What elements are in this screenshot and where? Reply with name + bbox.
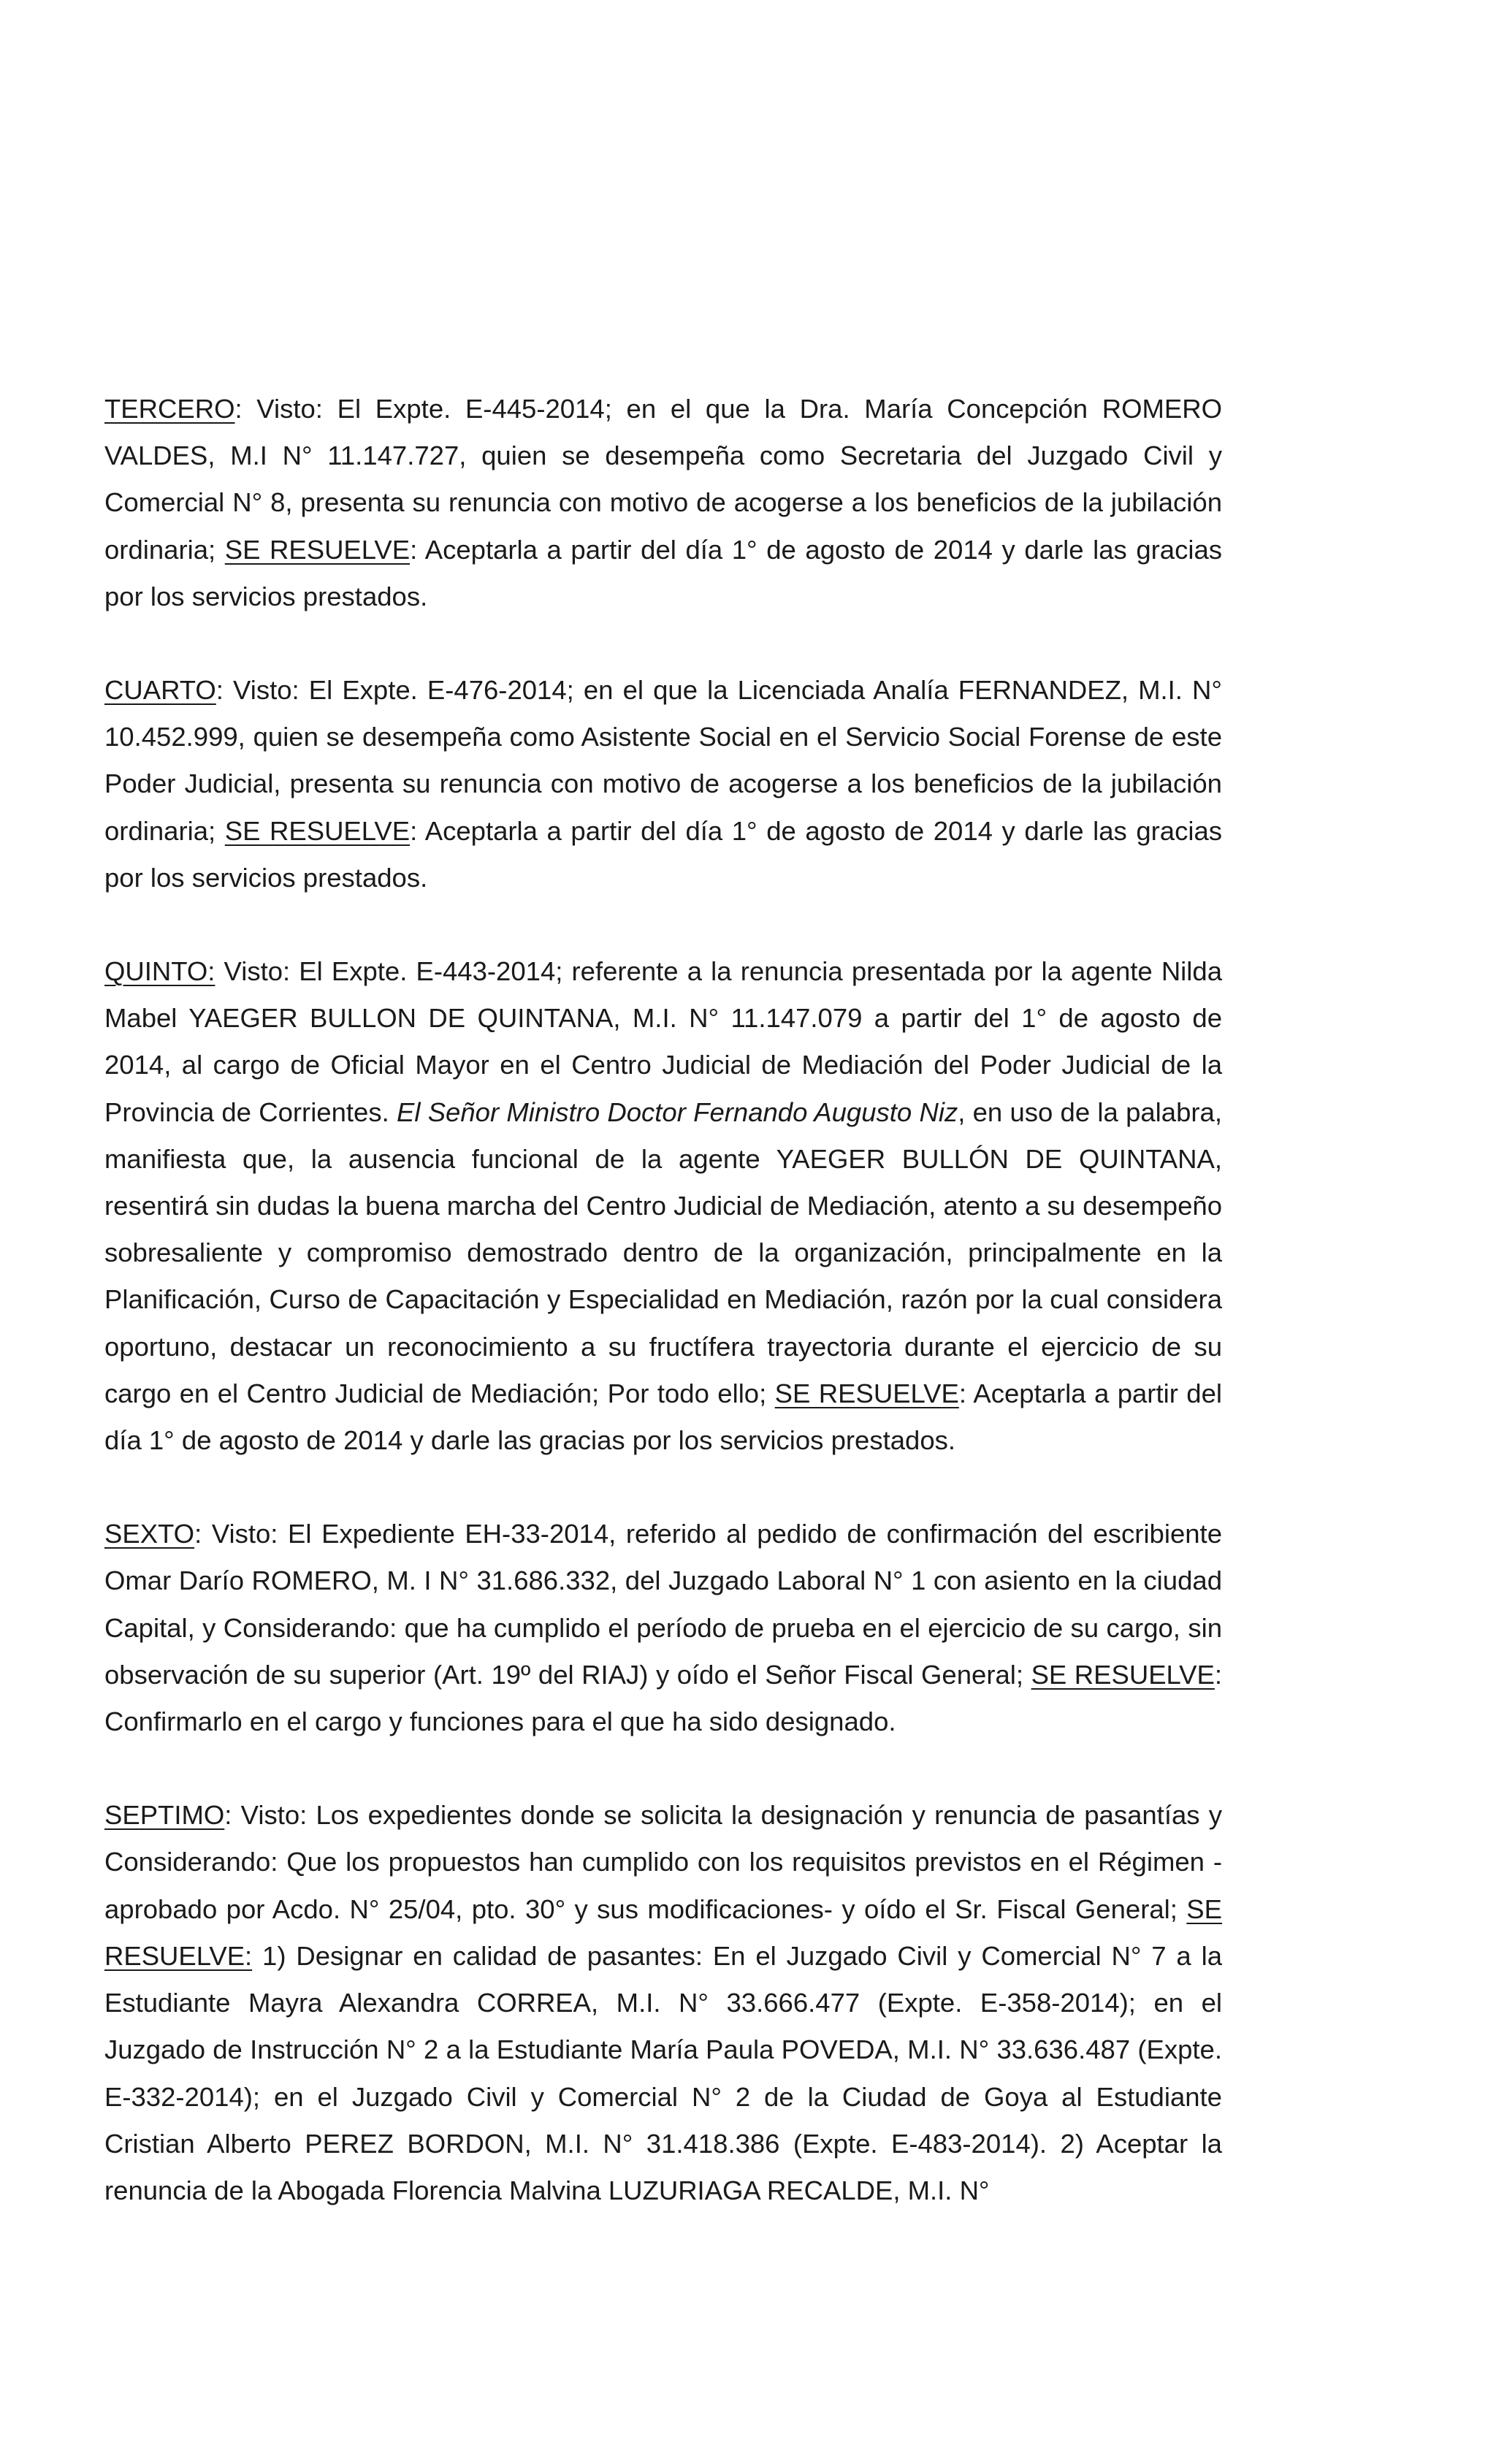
se-resuelve-label: SE RESUELVE [1031, 1659, 1215, 1690]
minister-name-italic: El Señor Ministro Doctor Fernando Augusto Niz [397, 1096, 958, 1127]
se-resuelve-label: SE RESUELVE: [104, 1893, 1222, 1971]
paragraph-text: , en uso de la palabra, manifiesta que, la ausencia funcional de la agente YAEGER BULLÓN DE QUINTANA, resentirá sin dudas la buena marcha del Centro Judicial de Mediación, atento a su desempeño sobresaliente y compromiso demostrado dentro de la organización, principalmente en la Planificación, Curso de Capacitación y Especialidad en Mediación, razón por la cual considera oportuno, destacar un reconocimiento a su fructífera trayectoria durante el ejercicio de su cargo en el Centro Judicial de Mediación; Por todo ello; [104, 1096, 1222, 1408]
se-resuelve-label: SE RESUELVE [224, 815, 411, 846]
paragraph-tercero [104, 386, 1222, 620]
paragraph-sexto [104, 1511, 1222, 1745]
heading-cuarto: CUARTO [104, 675, 216, 706]
paragraph-text: : Visto: El Expte. E-476-2014; en el que la Licenciada Analía FERNANDEZ, M.I. N° 10.452.999, quien se desempeña como Asistente Social en el Servicio Social Forense de este Poder Judicial, presenta su renuncia con motivo de acogerse a los beneficios de la jubilación ordinaria; [104, 675, 1222, 846]
paragraph-text: : Visto: El Expediente EH-33-2014, referido al pedido de confirmación del escribiente Omar Darío ROMERO, M. I N° 31.686.332, del Juzgado Laboral N° 1 con asiento en la ciudad Capital, y Considerando: que ha cumplido el período de prueba en el ejercicio de su cargo, sin observación de su superior (Art. 19º del RIAJ) y oído el Señor Fiscal General; [104, 1519, 1222, 1690]
heading-tercero: TERCERO [104, 394, 235, 424]
paragraph-text: 1) Designar en calidad de pasantes: En el Juzgado Civil y Comercial N° 7 a la Estudiante Mayra Alexandra CORREA, M.I. N° 33.666.477 (Expte. E-358-2014); en el Juzgado de Instrucción N° 2 a la Estudiante María Paula POVEDA, M.I. N° 33.636.487 (Expte. E-332-2014); en el Juzgado Civil y Comercial N° 2 de la Ciudad de Goya al Estudiante Cristian Alberto PEREZ BORDON, M.I. N° 31.418.386 (Expte. E-483-2014). 2) Aceptar la renuncia de la Abogada Florencia Malvina LUZURIAGA RECALDE, M.I. N° [104, 1940, 1222, 2205]
paragraph-text: : Aceptarla a partir del día 1° de agosto de 2014 y darle las gracias por los servicios prestados. [104, 815, 1222, 893]
heading-sexto: SEXTO [104, 1519, 195, 1549]
paragraph-quinto [104, 948, 1222, 1464]
se-resuelve-label: SE RESUELVE [224, 534, 411, 565]
paragraph-text: : Visto: Los expedientes donde se solicita la designación y renuncia de pasantías y Considerando: Que los propuestos han cumplido con los requisitos previstos en el Régimen -aprobado por Acdo. N° 25/04, pto. 30° y sus modificaciones- y oído el Sr. Fiscal General; [104, 1800, 1222, 1924]
paragraph-cuarto [104, 667, 1222, 901]
heading-quinto: QUINTO: [104, 956, 215, 987]
paragraph-text: : Aceptarla a partir del día 1° de agosto de 2014 y darle las gracias por los servicios prestados. [104, 534, 1222, 611]
document-body [104, 386, 1222, 2261]
heading-septimo: SEPTIMO [104, 1800, 225, 1831]
paragraph-text: : Confirmarlo en el cargo y funciones para el que ha sido designado. [104, 1659, 1222, 1737]
paragraph-text: : Aceptarla a partir del día 1° de agosto de 2014 y darle las gracias por los servicios prestados. [104, 1378, 1222, 1456]
se-resuelve-label: SE RESUELVE [774, 1378, 959, 1408]
paragraph-text: : Visto: El Expte. E-445-2014; en el que la Dra. María Concepción ROMERO VALDES, M.I N° 11.147.727, quien se desempeña como Secretaria del Juzgado Civil y Comercial N° 8, presenta su renuncia con motivo de acogerse a los beneficios de la jubilación ordinaria; [104, 394, 1222, 565]
paragraph-text: Visto: El Expte. E-443-2014; referente a la renuncia presentada por la agente Nilda Mabel YAEGER BULLON DE QUINTANA, M.I. N° 11.147.079 a partir del 1° de agosto de 2014, al cargo de Oficial Mayor en el Centro Judicial de Mediación del Poder Judicial de la Provincia de Corrientes. [104, 956, 1222, 1127]
paragraph-septimo [104, 1792, 1222, 2214]
